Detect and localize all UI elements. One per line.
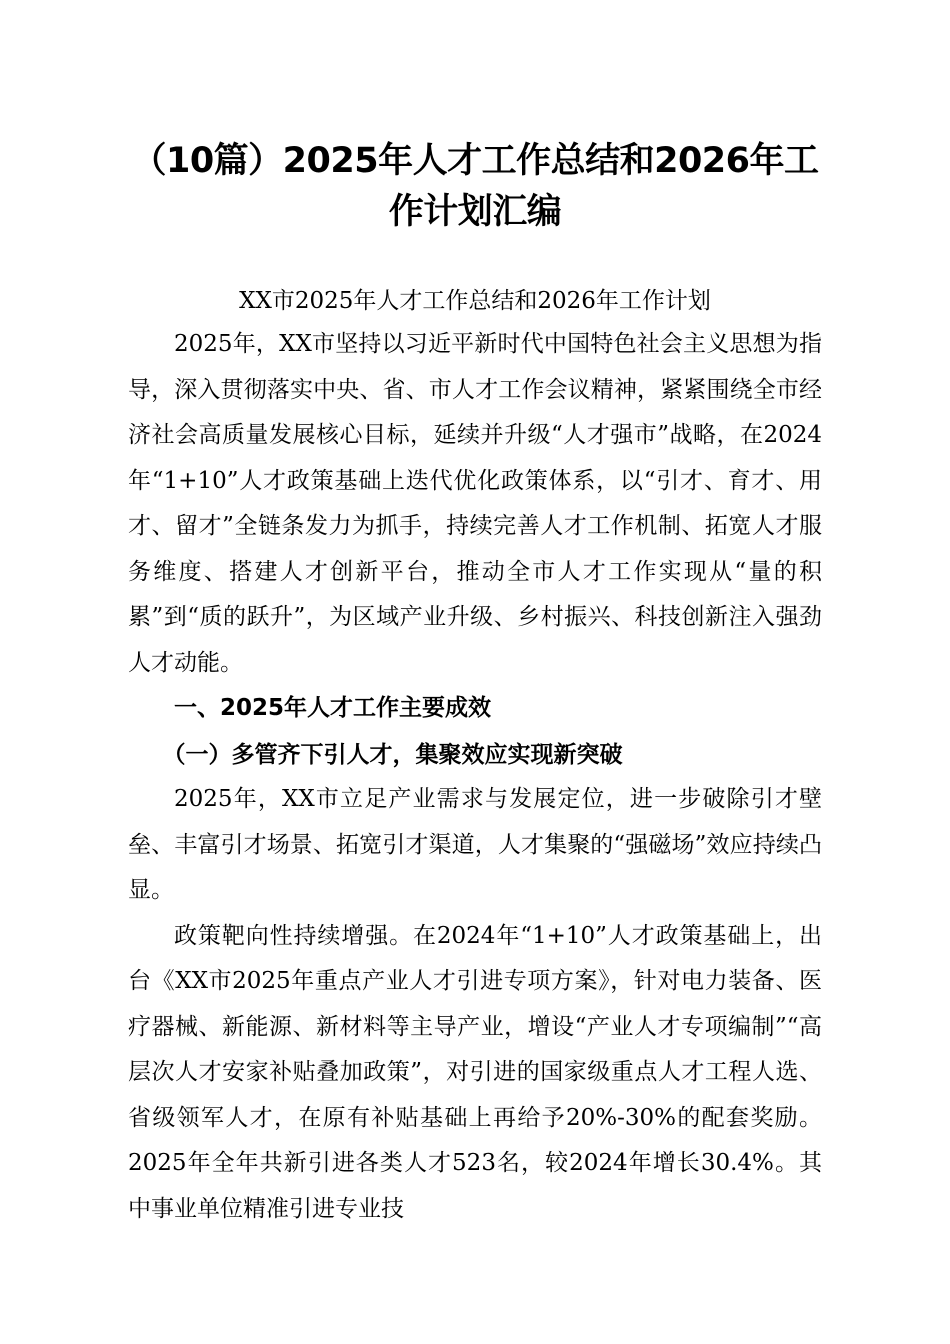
document-subtitle: XX市2025年人才工作总结和2026年工作计划	[239, 288, 711, 314]
intro-paragraph: 2025年，XX市坚持以习近平新时代中国特色社会主义思想为指导，深入贯彻落实中央、省、市人才工作会议精神，紧紧围绕全市经济社会高质量发展核心目标，延续并升级“人才强市”战略，在2024年“1+10”人才政策基础上迭代优化政策体系，以“引才、育才、用才、留才”全链条发力为抓手，持续完善人才工作机制、拓宽人才服务维度、搭建人才创新平台，推动全市人才工作实现从“量的积累”到“质的跃升”，为区域产业升级、乡村振兴、科技创新注入强劲人才动能。	[128, 331, 822, 676]
section-heading: 一、2025年人才工作主要成效	[174, 695, 492, 721]
document-title: （10篇）2025年人才工作总结和2026年工作计划汇编	[131, 141, 819, 232]
body-paragraph: 2025年，XX市立足产业需求与发展定位，进一步破除引才壁垒、丰富引才场景、拓宽引才渠道，人才集聚的“强磁场”效应持续凸显。	[128, 786, 822, 903]
body-paragraph: 政策靶向性持续增强。在2024年“1+10”人才政策基础上，出台《XX市2025年重点产业人才引进专项方案》，针对电力装备、医疗器械、新能源、新材料等主导产业，增设“产业人才专项编制”“高层次人才安家补贴叠加政策”，对引进的国家级重点人才工程人选、省级领军人才，在原有补贴基础上再给予20%-30%的配套奖励。2025年全年共新引进各类人才523名，较2024年增长30.4%。其中事业单位精准引进专业技	[128, 922, 822, 1222]
document-body	[128, 322, 822, 1232]
subsection-heading: （一）多管齐下引人才，集聚效应实现新突破	[162, 740, 623, 768]
